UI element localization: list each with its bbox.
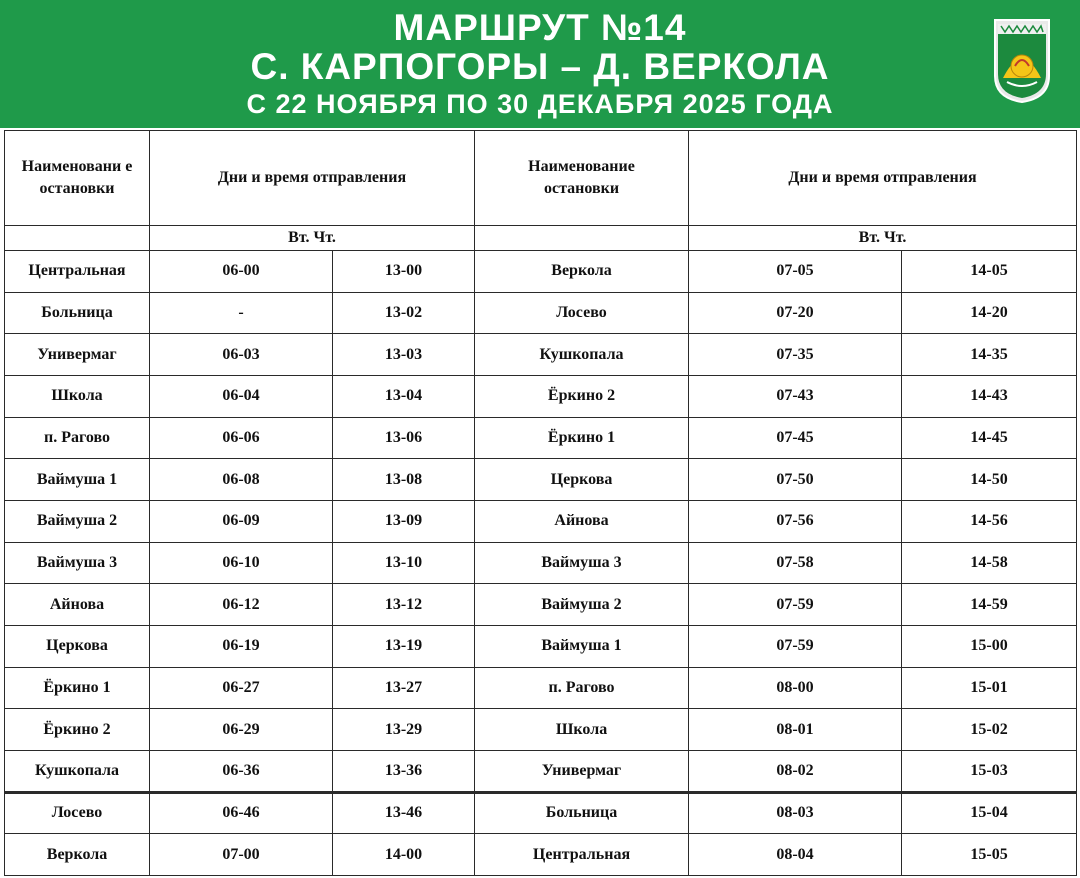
table-row [5, 625, 1077, 667]
time-left-1: 06-08 [150, 459, 333, 501]
time-right-2: 14-05 [902, 250, 1077, 292]
table-row [5, 834, 1077, 876]
stop-left: Центральная [5, 250, 150, 292]
time-left-1: - [150, 292, 333, 334]
stop-right: Церкова [475, 459, 689, 501]
time-right-1: 07-43 [689, 375, 902, 417]
stop-left: Веркола [5, 834, 150, 876]
stop-right: Универмаг [475, 750, 689, 792]
table-row [5, 417, 1077, 459]
time-right-2: 15-02 [902, 709, 1077, 751]
table-row [5, 584, 1077, 626]
time-left-2: 13-36 [333, 750, 475, 792]
route-title: МАРШРУТ №14 [393, 7, 687, 48]
subheader-days-right: Вт. Чт. [689, 225, 1077, 250]
stop-right: Ваймуша 1 [475, 625, 689, 667]
time-left-2: 13-12 [333, 584, 475, 626]
time-left-2: 13-08 [333, 459, 475, 501]
stop-right: Ёркино 2 [475, 375, 689, 417]
time-left-2: 13-06 [333, 417, 475, 459]
time-left-1: 06-10 [150, 542, 333, 584]
table-row [5, 459, 1077, 501]
header-days-right: Дни и время отправления [689, 131, 1077, 226]
time-left-2: 13-04 [333, 375, 475, 417]
time-right-1: 08-03 [689, 792, 902, 834]
stop-left: п. Рагово [5, 417, 150, 459]
time-left-1: 06-27 [150, 667, 333, 709]
time-left-2: 13-46 [333, 792, 475, 834]
time-left-2: 13-27 [333, 667, 475, 709]
route-name: С. КАРПОГОРЫ – Д. ВЕРКОЛА [250, 46, 830, 87]
time-right-2: 14-45 [902, 417, 1077, 459]
table-row [5, 709, 1077, 751]
stop-right: Айнова [475, 500, 689, 542]
time-left-1: 06-46 [150, 792, 333, 834]
subheader-empty-right [475, 225, 689, 250]
time-left-1: 07-00 [150, 834, 333, 876]
stop-right: Больница [475, 792, 689, 834]
time-right-1: 07-05 [689, 250, 902, 292]
time-right-1: 07-56 [689, 500, 902, 542]
time-left-1: 06-03 [150, 334, 333, 376]
stop-left: Ёркино 2 [5, 709, 150, 751]
stop-right: Кушкопала [475, 334, 689, 376]
stop-right: Ваймуша 2 [475, 584, 689, 626]
time-right-1: 08-00 [689, 667, 902, 709]
time-left-2: 13-19 [333, 625, 475, 667]
time-left-1: 06-19 [150, 625, 333, 667]
time-right-2: 14-56 [902, 500, 1077, 542]
table-row [5, 792, 1077, 834]
table-row [5, 750, 1077, 792]
time-right-1: 08-01 [689, 709, 902, 751]
time-right-1: 08-04 [689, 834, 902, 876]
time-left-2: 14-00 [333, 834, 475, 876]
time-right-1: 07-58 [689, 542, 902, 584]
time-right-2: 14-43 [902, 375, 1077, 417]
subheader-empty-left [5, 225, 150, 250]
time-right-1: 07-20 [689, 292, 902, 334]
table-row [5, 250, 1077, 292]
stop-right: Школа [475, 709, 689, 751]
time-right-1: 07-45 [689, 417, 902, 459]
time-right-2: 14-20 [902, 292, 1077, 334]
time-left-1: 06-04 [150, 375, 333, 417]
table-row [5, 292, 1077, 334]
schedule-table [4, 130, 1077, 876]
stop-left: Кушкопала [5, 750, 150, 792]
time-left-2: 13-02 [333, 292, 475, 334]
table-row [5, 500, 1077, 542]
time-right-2: 14-59 [902, 584, 1077, 626]
coat-of-arms-icon [993, 16, 1051, 104]
time-right-2: 15-03 [902, 750, 1077, 792]
subheader-days-left: Вт. Чт. [150, 225, 475, 250]
time-right-1: 07-59 [689, 625, 902, 667]
header-stop-left: Наименовани е остановки [5, 131, 150, 226]
time-left-1: 06-09 [150, 500, 333, 542]
schedule-rows [5, 250, 1077, 875]
time-left-2: 13-03 [333, 334, 475, 376]
time-right-2: 14-35 [902, 334, 1077, 376]
time-right-2: 15-04 [902, 792, 1077, 834]
stop-left: Лосево [5, 792, 150, 834]
time-left-2: 13-00 [333, 250, 475, 292]
stop-left: Ёркино 1 [5, 667, 150, 709]
stop-left: Школа [5, 375, 150, 417]
time-left-2: 13-09 [333, 500, 475, 542]
table-row [5, 542, 1077, 584]
stop-left: Больница [5, 292, 150, 334]
time-right-1: 07-50 [689, 459, 902, 501]
table-row [5, 334, 1077, 376]
time-left-2: 13-10 [333, 542, 475, 584]
stop-right: Ваймуша 3 [475, 542, 689, 584]
stop-right: Веркола [475, 250, 689, 292]
stop-right: Центральная [475, 834, 689, 876]
time-right-1: 08-02 [689, 750, 902, 792]
time-right-2: 14-50 [902, 459, 1077, 501]
time-right-1: 07-59 [689, 584, 902, 626]
time-right-1: 07-35 [689, 334, 902, 376]
route-period: С 22 НОЯБРЯ ПО 30 ДЕКАБРЯ 2025 ГОДА [246, 89, 834, 119]
header-banner [0, 0, 1080, 128]
time-left-1: 06-06 [150, 417, 333, 459]
stop-left: Ваймуша 3 [5, 542, 150, 584]
stop-right: п. Рагово [475, 667, 689, 709]
stop-right: Ёркино 1 [475, 417, 689, 459]
time-left-1: 06-29 [150, 709, 333, 751]
table-row [5, 375, 1077, 417]
time-right-2: 15-01 [902, 667, 1077, 709]
header-days-left: Дни и время отправления [150, 131, 475, 226]
time-left-1: 06-00 [150, 250, 333, 292]
time-right-2: 15-00 [902, 625, 1077, 667]
time-right-2: 14-58 [902, 542, 1077, 584]
stop-left: Ваймуша 2 [5, 500, 150, 542]
header-stop-right: Наименование остановки [475, 131, 689, 226]
stop-left: Универмаг [5, 334, 150, 376]
time-right-2: 15-05 [902, 834, 1077, 876]
stop-left: Айнова [5, 584, 150, 626]
time-left-2: 13-29 [333, 709, 475, 751]
time-left-1: 06-12 [150, 584, 333, 626]
table-row [5, 667, 1077, 709]
time-left-1: 06-36 [150, 750, 333, 792]
stop-left: Церкова [5, 625, 150, 667]
stop-right: Лосево [475, 292, 689, 334]
stop-left: Ваймуша 1 [5, 459, 150, 501]
